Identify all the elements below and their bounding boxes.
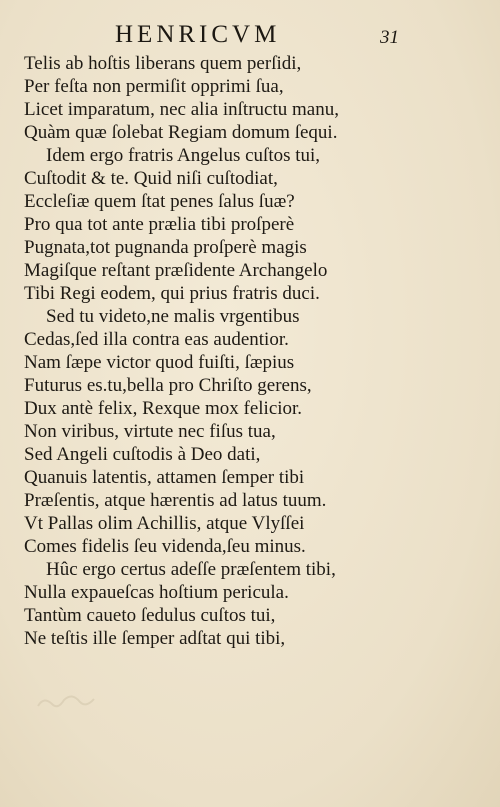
verse-line: Nulla expaueſcas hoſtium pericula. xyxy=(24,582,289,603)
verse-line: Per feſta non permiſit opprimi ſua, xyxy=(24,76,284,97)
verse-line: Telis ab hoſtis liberans quem perſidi, xyxy=(24,53,302,74)
verse-line: Comes fidelis ſeu videnda,ſeu minus. xyxy=(24,536,306,557)
verse-line: Idem ergo fratris Angelus cuſtos tui, xyxy=(46,145,321,166)
verse-line: Ne teſtis ille ſemper adſtat qui tibi, xyxy=(24,628,286,649)
verse-line: Tibi Regi eodem, qui prius fratris duci. xyxy=(24,283,320,304)
verse-line: Præſentis, atque hærentis ad latus tuum. xyxy=(24,490,327,511)
page-header xyxy=(0,20,500,50)
verse-line: Eccleſiæ quem ſtat penes ſalus ſuæ? xyxy=(24,191,295,212)
verse-line: Quanuis latentis, attamen ſemper tibi xyxy=(24,467,305,488)
verse-line: Sed tu videto,ne malis vrgentibus xyxy=(46,306,300,327)
verse-line: Non viribus, virtute nec fiſus tua, xyxy=(24,421,276,442)
page-number: 31 xyxy=(380,27,399,48)
verse-line: Pro qua tot ante prælia tibi proſperè xyxy=(24,214,295,235)
verse-line: Nam ſæpe victor quod fuiſti, ſæpius xyxy=(24,352,295,373)
verse-line: Pugnata,tot pugnanda proſperè magis xyxy=(24,237,307,258)
verse-line: Tantùm caueto ſedulus cuſtos tui, xyxy=(24,605,276,626)
verse-line: Cuſtodit & te. Quid niſi cuſtodiat, xyxy=(24,168,278,189)
verse-line: Hûc ergo certus adeſſe præſentem tibi, xyxy=(46,559,336,580)
verse-line: Futurus es.tu,bella pro Chriſto gerens, xyxy=(24,375,312,396)
verse-line: Sed Angeli cuſtodis à Deo dati, xyxy=(24,444,261,465)
verse-line: Quàm quæ ſolebat Regiam domum ſequi. xyxy=(24,122,338,143)
verse-line: Dux antè felix, Rexque mox felicior. xyxy=(24,398,303,419)
verse-line: Cedas,ſed illa contra eas audentior. xyxy=(24,329,289,350)
verse-line: Magiſque reſtant præſidente Archangelo xyxy=(24,260,328,281)
ink-bleed-through xyxy=(30,688,110,714)
running-head: HENRICVM xyxy=(115,21,281,48)
verse-line: Vt Pallas olim Achillis, atque Vlyſſei xyxy=(24,513,305,534)
verse-line: Licet imparatum, nec alia inſtructu manu, xyxy=(24,99,339,120)
